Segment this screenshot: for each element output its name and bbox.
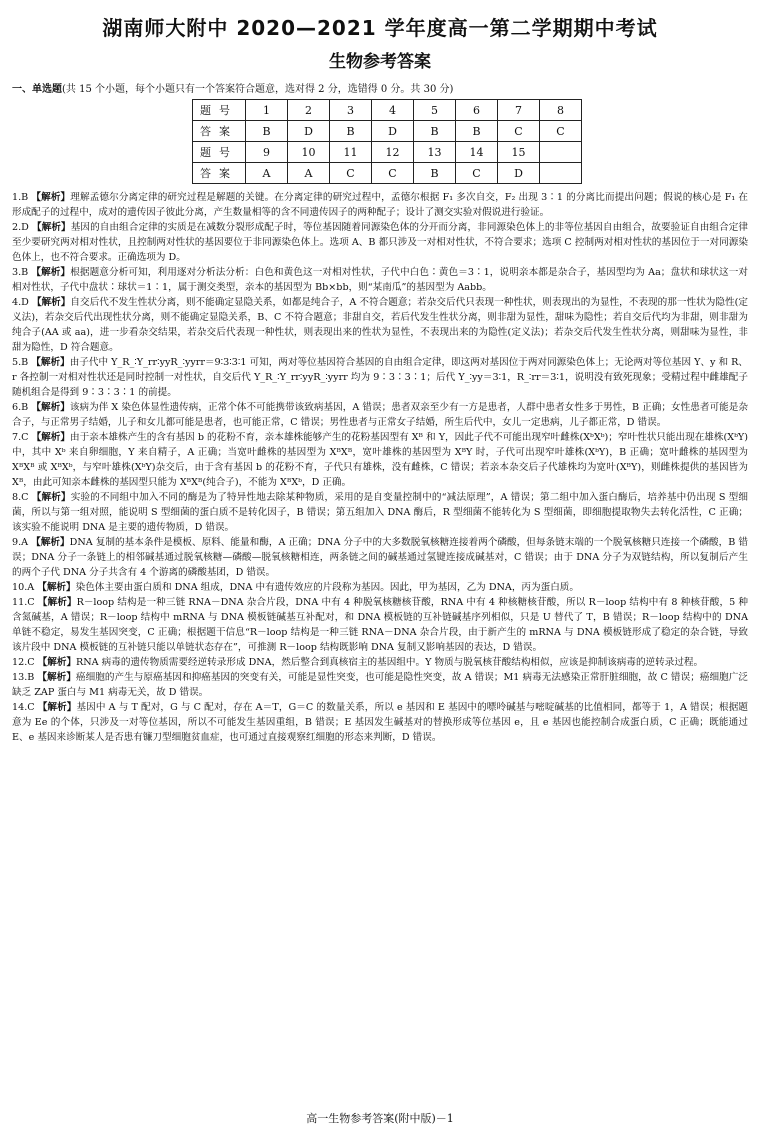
analysis-tag: 【解析】 [31, 267, 71, 278]
analysis-tag: 【解析】 [37, 702, 77, 713]
table-cell: B [414, 121, 456, 142]
analysis-tag: 【解析】 [37, 657, 77, 668]
item-text: DNA 复制的基本条件是模板、原料、能量和酶，A 正确；DNA 分子中的大多数脱氧核糖连接着两个磷酸，但每条链末端的一个脱氧核糖只连接一个磷酸，B 错误；DNA 分子一条链上的相邻碱基通过脱氧核糖—磷酸—脱氧核糖相连，两条链之间的碱基通过氢键连接成碱基对，C 错误；由于 DNA 分子为双链结构，所以复制后产生的两个子代 DNA 分子共含有 4 个游离的磷酸基团，D 错误。 [12, 537, 748, 578]
item-number: 14.C [12, 702, 35, 713]
item-text: 理解孟德尔分离定律的研究过程是解题的关键。在分离定律的研究过程中，孟德尔根据 F₁ 多次自交，F₂ 出现 3∶1 的分离比而提出问题；假说的核心是 F₁ 在形成配子的过程中，成对的遗传因子彼此分离，产生数量相等的含不同遗传因子的两种配子；设计了测交实验对假说进行验证。 [12, 192, 748, 218]
item-number: 10.A [12, 582, 35, 593]
document-subtitle: 生物参考答案 [329, 52, 431, 72]
explanation-item [12, 190, 748, 220]
explanation-item [12, 580, 748, 595]
table-row-answers-1 [193, 121, 582, 142]
item-number: 1.B [12, 192, 29, 203]
table-cell: A [246, 163, 288, 184]
table-cell: 5 [414, 100, 456, 121]
table-cell: 10 [288, 142, 330, 163]
item-number: 2.D [12, 222, 29, 233]
table-cell: C [330, 163, 372, 184]
table-cell: 4 [372, 100, 414, 121]
item-number: 4.D [12, 297, 29, 308]
item-text: 该病为伴 X 染色体显性遗传病，正常个体不可能携带该致病基因，A 错误；患者双亲至少有一方是患者，人群中患者女性多于男性，B 正确；女性患者可能是杂合子，与正常男子结婚，儿子和女儿都可能是患者，也可能正常，C 错误；男性患者与正常女子结婚，所生后代中，女儿一定患病，儿子都正常，D 错误。 [12, 402, 748, 428]
analysis-tag: 【解析】 [31, 432, 70, 443]
item-number: 3.B [12, 267, 29, 278]
explanation-item [12, 700, 748, 745]
row-label-question: 题号 [193, 100, 246, 121]
explanation-item [12, 655, 748, 670]
explanation-item [12, 430, 748, 490]
analysis-tag: 【解析】 [31, 192, 71, 203]
table-row-answers-2 [193, 163, 582, 184]
explanation-item [12, 265, 748, 295]
explanation-item [12, 400, 748, 430]
table-cell: D [288, 121, 330, 142]
item-text: 根据题意分析可知，利用逐对分析法分析：白色和黄色这一对相对性状，子代中白色∶黄色＝3∶1，说明亲本都是杂合子，基因型均为 Aa；盘状和球状这一对相对性状，子代中盘状∶球状＝1∶1，属于测交类型，亲本的基因型为 Bb×bb，则“某南瓜”的基因型为 Aabb。 [12, 267, 748, 293]
table-cell: 7 [498, 100, 540, 121]
explanation-item [12, 220, 748, 265]
table-cell: B [246, 121, 288, 142]
explanation-item [12, 535, 748, 580]
table-cell: B [414, 163, 456, 184]
analysis-tag: 【解析】 [37, 582, 76, 593]
item-text: R－loop 结构是一种三链 RNA－DNA 杂合片段，DNA 中有 4 种脱氧核糖核苷酸，RNA 中有 4 种核糖核苷酸，所以 R－loop 结构中有 8 种核苷酸，5 种含氮碱基，A 错误；R－loop 结构中 mRNA 与 DNA 模板链碱基互补配对，和 DNA 模板链的互补链碱基序列相似，只是 U 替代了 T，B 错误；R－loop 结构中的 DNA 单链不稳定，易发生基因突变，C 正确；根据题干信息“R－loop 结构是一种三链 RNA－DNA 杂合片段，由于新产生的 mRNA 与 DNA 模板链形成了稳定的杂合链，导致该片段中 DNA 模板链的互补链只能以单链状态存在”，可推测 R－loop 结构既影响 DNA 复制又影响基因的表达，D 错误。 [12, 597, 749, 653]
analysis-tag: 【解析】 [37, 672, 76, 683]
item-text: 染色体主要由蛋白质和 DNA 组成，DNA 中有遗传效应的片段称为基因。因此，甲为基因，乙为 DNA，丙为蛋白质。 [75, 582, 579, 593]
table-cell: B [456, 121, 498, 142]
item-number: 7.C [12, 432, 29, 443]
item-text: 实验的不同组中加入不同的酶是为了特异性地去除某种物质，采用的是自变量控制中的“减法原理”，A 错误；第二组中加入蛋白酶后，培养基中仍出现 S 型细菌，所以与第一组对照，能说明 S 型细菌的蛋白质不是转化因子，B 错误；第五组加入 DNA 酶后，R 型细菌不能转化为 S 型细菌，即细胞提取物失去转化活性，C 正确；该实验不能说明 DNA 是主要的遗传物质，D 错误。 [12, 492, 748, 533]
table-cell-empty [540, 142, 582, 163]
item-number: 6.B [12, 402, 29, 413]
analysis-tag: 【解析】 [31, 537, 70, 548]
item-number: 5.B [12, 357, 29, 368]
table-cell: C [498, 121, 540, 142]
explanation-item [12, 670, 748, 700]
table-cell: 13 [414, 142, 456, 163]
table-cell: 12 [372, 142, 414, 163]
explanation-item [12, 355, 748, 400]
item-number: 12.C [12, 657, 35, 668]
document-title: 湖南师大附中 2020—2021 学年度高一第二学期期中考试 [102, 16, 658, 40]
table-row-questions-1 [193, 100, 582, 121]
analysis-tag: 【解析】 [32, 222, 71, 233]
analysis-tag: 【解析】 [31, 402, 70, 413]
table-cell: D [372, 121, 414, 142]
answer-table [192, 99, 582, 184]
table-cell: A [288, 163, 330, 184]
item-text: 基因中 A 与 T 配对，G 与 C 配对，存在 A＝T，G＝C 的数量关系，所以 e 基因和 E 基因中的嘌呤碱基与嘧啶碱基的比值相同，都等于 1，A 错误；根据题意为 Ee 的个体，只涉及一对等位基因，所以不可能发生基因重组，B 错误；E 基因发生碱基对的替换形成等位基因 e，且 e 基因也能控制合成蛋白质，C 正确；既能通过 E、e 基因来诊断某人是否患有镰刀型细胞贫血症，也可通过直接观察红细胞的形态来判断，D 错误。 [12, 702, 748, 743]
table-cell: 2 [288, 100, 330, 121]
analysis-tag: 【解析】 [31, 492, 71, 503]
table-row-questions-2 [193, 142, 582, 163]
item-text: 由子代中 Y_R_∶Y_rr∶yyR_∶yyrr＝9∶3∶3∶1 可知，两对等位基因符合基因的自由组合定律，即这两对基因位于两对同源染色体上；无论两对等位基因 Y、y 和 R、r 各控制一对相对性状还是同时控制一对性状，自交后代 Y_R_∶Y_rr∶yyR_∶yyrr 均为 9∶3∶3∶1；后代 Y_∶yy＝3∶1，R_∶rr＝3∶1，说明没有致死现象；受精过程中雌雄配子随机组合是得到 9∶3∶3∶1 的前提。 [12, 357, 748, 398]
item-text: 由于亲本雄株产生的含有基因 b 的花粉不育，亲本雄株能够产生的花粉基因型有 Xᴮ 和 Y，因此子代不可能出现窄叶雌株(XᵇXᵇ)；窄叶性状只能出现在雄株(XᵇY)中，其中 Xᵇ 来自卵细胞，Y 来自精子，A 正确；当宽叶雌株的基因型为 XᴮXᴮ，宽叶雄株的基因型为 XᴮY 时，子代可出现窄叶雄株(XᵇY)，B 正确；宽叶雌株的基因型为 XᴮXᴮ 或 XᴮXᵇ，与窄叶雄株(XᵇY)杂交后，由于含有基因 b 的花粉不育，子代只有雄株，没有雌株，C 错误；若亲本杂交后子代雄株均为宽叶(XᴮY)，则雌株提供的基因皆为 Xᴮ，由此可知亲本雌株的基因型只能为 XᴮXᴮ(纯合子)，不能为 XᴮXᵇ，D 正确。 [12, 432, 748, 488]
table-cell: 3 [330, 100, 372, 121]
analysis-tag: 【解析】 [31, 297, 71, 308]
item-number: 9.A [12, 537, 29, 548]
table-cell: 8 [540, 100, 582, 121]
item-text: RNA 病毒的遗传物质需要经逆转录形成 DNA，然后整合到真核宿主的基因组中。Y 物质与脱氧核苷酸结构相似，应该是抑制该病毒的逆转录过程。 [76, 657, 704, 668]
row-label-answer: 答案 [193, 121, 246, 142]
table-cell: 11 [330, 142, 372, 163]
item-number: 13.B [12, 672, 35, 683]
table-cell: 14 [456, 142, 498, 163]
item-text: 自交后代不发生性状分离，则不能确定显隐关系，如都是纯合子，A 不符合题意；若杂交后代只表现一种性状，则表现出的为显性，不表现的那一性状为隐性(定义法)，若杂交后代出现性状分离，则不能确定显隐关系，B、C 不符合题意；非甜自交，若后代发生性状分离，则非甜为显性，甜味为隐性；若自交后代均为非甜，则非甜为纯合子(AA 或 aa)，进一步看杂交结果，若杂交后代表现一种性状，则表现出来的性状为显性，不表现出来的为隐性(定义法)；若杂交后代发生性状分离，则甜味为显性，非甜为隐性，D 符合题意。 [12, 297, 748, 353]
table-cell: 6 [456, 100, 498, 121]
item-text: 基因的自由组合定律的实质是在减数分裂形成配子时，等位基因随着同源染色体的分开而分离，非同源染色体上的非等位基因自由组合，故要验证自由组合定律至少要研究两对相对性状，且控制两对性状的基因要位于非同源染色体上。选项 A、B 都只涉及一对相对性状，不符合要求；选项 C 控制两对相对性状的基因位于一对同源染色体上，也不符合要求。正确选项为 D。 [12, 222, 749, 263]
table-cell: C [540, 121, 582, 142]
section-label: 一、单选题 [12, 84, 62, 95]
table-cell: B [330, 121, 372, 142]
table-cell: 1 [246, 100, 288, 121]
table-cell: 15 [498, 142, 540, 163]
table-cell: C [456, 163, 498, 184]
table-cell-empty [540, 163, 582, 184]
item-number: 8.C [12, 492, 29, 503]
section-heading [12, 80, 748, 95]
row-label-answer: 答案 [193, 163, 246, 184]
explanation-item [12, 490, 748, 535]
page-footer: 高一生物参考答案(附中版)－1 [306, 1112, 454, 1125]
item-number: 11.C [12, 597, 35, 608]
analysis-tag: 【解析】 [37, 597, 77, 608]
explanation-item [12, 295, 748, 355]
table-cell: C [372, 163, 414, 184]
explanation-item [12, 595, 748, 655]
item-text: 癌细胞的产生与原癌基因和抑癌基因的突变有关，可能是显性突变，也可能是隐性突变，故 A 错误；M1 病毒无法感染正常肝脏细胞，故 C 错误；癌细胞广泛缺乏 ZAP 蛋白与 M1 病毒无关，故 D 错误。 [12, 672, 748, 698]
analysis-tag: 【解析】 [31, 357, 70, 368]
table-cell: D [498, 163, 540, 184]
row-label-question: 题号 [193, 142, 246, 163]
table-cell: 9 [246, 142, 288, 163]
section-note: (共 15 个小题，每个小题只有一个答案符合题意，选对得 2 分，选错得 0 分。共 30 分) [62, 84, 454, 95]
explanations [12, 190, 748, 745]
